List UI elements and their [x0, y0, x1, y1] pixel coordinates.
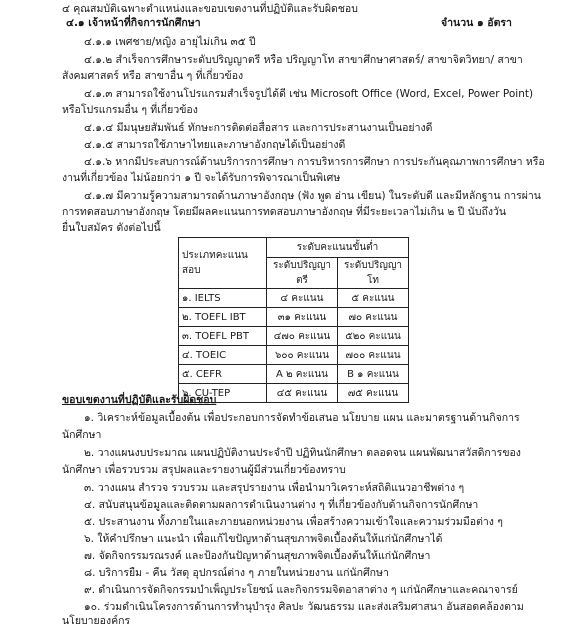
- scope-item: นักศึกษา เพื่อรวบรวม สรุปผลและรายงานผู้มีส่วนเกี่ยวข้องทราบ: [62, 464, 346, 476]
- scope-item: ๔. สนับสนุนข้อมูลและติดตามผลการดำเนินงานต่าง ๆ ที่เกี่ยวข้องกับด้านกิจการนักศึกษา: [84, 499, 479, 511]
- score-type-cell: ๑. IELTS: [179, 289, 267, 308]
- qualification-line: ๔.๑.๗ มีความรู้ความสามารถด้านภาษาอังกฤษ (ฟัง พูด อ่าน เขียน) ในระดับดี และมีหลักฐาน การผ่าน: [84, 190, 541, 202]
- table-row: [179, 308, 409, 327]
- table-row: [179, 289, 409, 308]
- qualification-line: หรือโปรแกรมอื่น ๆ ที่เกี่ยวข้อง: [62, 104, 198, 116]
- position-title: ๔.๑ เจ้าหน้าที่กิจการนักศึกษา: [66, 17, 201, 29]
- scope-item: ๑. วิเคราะห์ข้อมูลเบื้องต้น เพื่อประกอบการจัดทำข้อเสนอ นโยบาย แผน และมาตรฐานด้านกิจการ: [84, 412, 520, 424]
- qualification-line: สังคมศาสตร์ หรือ สาขาอื่น ๆ ที่เกี่ยวข้อง: [62, 70, 244, 82]
- qualification-line: ๔.๑.๒ สำเร็จการศึกษาระดับปริญญาตรี หรือ ปริญญาโท สาขาศึกษาศาสตร์/ สาขาจิตวิทยา/ สาขา: [84, 54, 523, 66]
- table-row: [179, 327, 409, 346]
- scope-item: นโยบายองค์กร: [62, 615, 131, 627]
- score-type-cell: ๔. TOEIC: [179, 346, 267, 365]
- master-score-cell: ๗๐๐ คะแนน: [338, 346, 409, 365]
- score-type-cell: ๖. CU-TEP: [179, 384, 267, 403]
- english-score-table: [178, 237, 409, 403]
- scope-item: ๖. ให้คำปรึกษา แนะนำ เพื่อแก้ไขปัญหาด้านสุขภาพจิตเบื้องต้นให้แก่นักศึกษาได้: [84, 533, 443, 545]
- scope-item: ๗. จัดกิจกรรมรณรงค์ และป้องกันปัญหาด้านสุขภาพจิตเบื้องต้นให้แก่นักศึกษา: [84, 550, 431, 562]
- position-count: จำนวน ๑ อัตรา: [441, 17, 512, 29]
- scope-item: ๘. บริการยืม - คืน วัสดุ อุปกรณ์ต่าง ๆ ภายในหน่วยงาน แก่นักศึกษา: [84, 567, 389, 579]
- table-header-type: ประเภทคะแนนสอบ: [179, 238, 267, 289]
- table-row: [179, 346, 409, 365]
- scope-item: ๑๐. ร่วมดำเนินโครงการด้านการทำนุบำรุง ศิลปะ วัฒนธรรม และส่งเสริมศาสนา อันสอดคล้องตาม: [84, 601, 524, 613]
- qualification-line: งานที่เกี่ยวข้อง ไม่น้อยกว่า ๑ ปี จะได้รับการพิจารณาเป็นพิเศษ: [62, 172, 341, 184]
- scope-item: ๕. ประสานงาน ทั้งภายในและภายนอกหน่วยงาน เพื่อสร้างความเข้าใจและความร่วมมือต่าง ๆ: [84, 516, 503, 528]
- master-score-cell: ๕๒๐ คะแนน: [338, 327, 409, 346]
- master-score-cell: B ๑ คะแนน: [338, 365, 409, 384]
- bachelor-score-cell: ๔๗๐ คะแนน: [267, 327, 338, 346]
- scope-item: ๙. ดำเนินการจัดกิจกรรมบำเพ็ญประโยชน์ และกิจกรรมจิตอาสาต่าง ๆ แก่นักศึกษาและคณาจารย์: [84, 584, 518, 596]
- score-type-cell: ๓. TOEFL PBT: [179, 327, 267, 346]
- section-heading: ๔ คุณสมบัติเฉพาะตำแหน่งและขอบเขตงานที่ปฏิบัติและรับผิดชอบ: [62, 3, 358, 15]
- master-score-cell: ๗๕ คะแนน: [338, 384, 409, 403]
- bachelor-score-cell: ๔๕ คะแนน: [267, 384, 338, 403]
- scope-item: ๓. วางแผน สำรวจ รวบรวม และสรุปรายงาน เพื่อนำมาวิเคราะห์สถิติแนวอาชีพต่าง ๆ: [84, 482, 465, 494]
- table-row: [179, 365, 409, 384]
- score-type-cell: ๕. CEFR: [179, 365, 267, 384]
- master-score-cell: ๗๐ คะแนน: [338, 308, 409, 327]
- qualification-line: การทดสอบภาษาอังกฤษ โดยมีผลคะแนนการทดสอบภาษาอังกฤษ ที่มีระยะเวลาไม่เกิน ๒ ปี นับถึงวัน: [62, 206, 507, 218]
- qualification-line: ๔.๑.๕ สามารถใช้ภาษาไทยและภาษาอังกฤษได้เป็นอย่างดี: [84, 139, 346, 151]
- scope-item: นักศึกษา: [62, 429, 102, 441]
- score-type-cell: ๒. TOEFL IBT: [179, 308, 267, 327]
- scope-heading: ขอบเขตงานที่ปฏิบัติและรับผิดชอบ: [62, 394, 217, 406]
- qualification-line: ๔.๑.๓ สามารถใช้งานโปรแกรมสำเร็จรูปได้ดี เช่น Microsoft Office (Word, Excel, Power Point): [84, 88, 534, 100]
- scope-item: ๒. วางแผนงบประมาณ แผนปฏิบัติงานประจำปี ปฏิทินนักศึกษา ตลอดจน แผนพัฒนาสวัสดิการของ: [84, 447, 521, 459]
- qualification-line: ๔.๑.๑ เพศชาย/หญิง อายุไม่เกิน ๓๕ ปี: [84, 36, 256, 48]
- table-header-master: ระดับปริญญาโท: [338, 258, 409, 289]
- qualification-line: ยื่นใบสมัคร ดังต่อไปนี้: [62, 222, 161, 234]
- bachelor-score-cell: ๓๑ คะแนน: [267, 308, 338, 327]
- qualification-line: ๔.๑.๖ หากมีประสบการณ์ด้านบริการการศึกษา การบริหารการศึกษา การประกันคุณภาพการศึกษา หรือ: [84, 156, 545, 168]
- master-score-cell: ๕ คะแนน: [338, 289, 409, 308]
- qualification-line: ๔.๑.๔ มีมนุษยสัมพันธ์ ทักษะการติดต่อสื่อสาร และการประสานงานเป็นอย่างดี: [84, 122, 433, 134]
- bachelor-score-cell: ๔ คะแนน: [267, 289, 338, 308]
- bachelor-score-cell: ๖๐๐ คะแนน: [267, 346, 338, 365]
- bachelor-score-cell: A ๒ คะแนน: [267, 365, 338, 384]
- table-header-bachelor: ระดับปริญญาตรี: [267, 258, 338, 289]
- table-header-min-score: ระดับคะแนนขั้นต่ำ: [267, 238, 409, 258]
